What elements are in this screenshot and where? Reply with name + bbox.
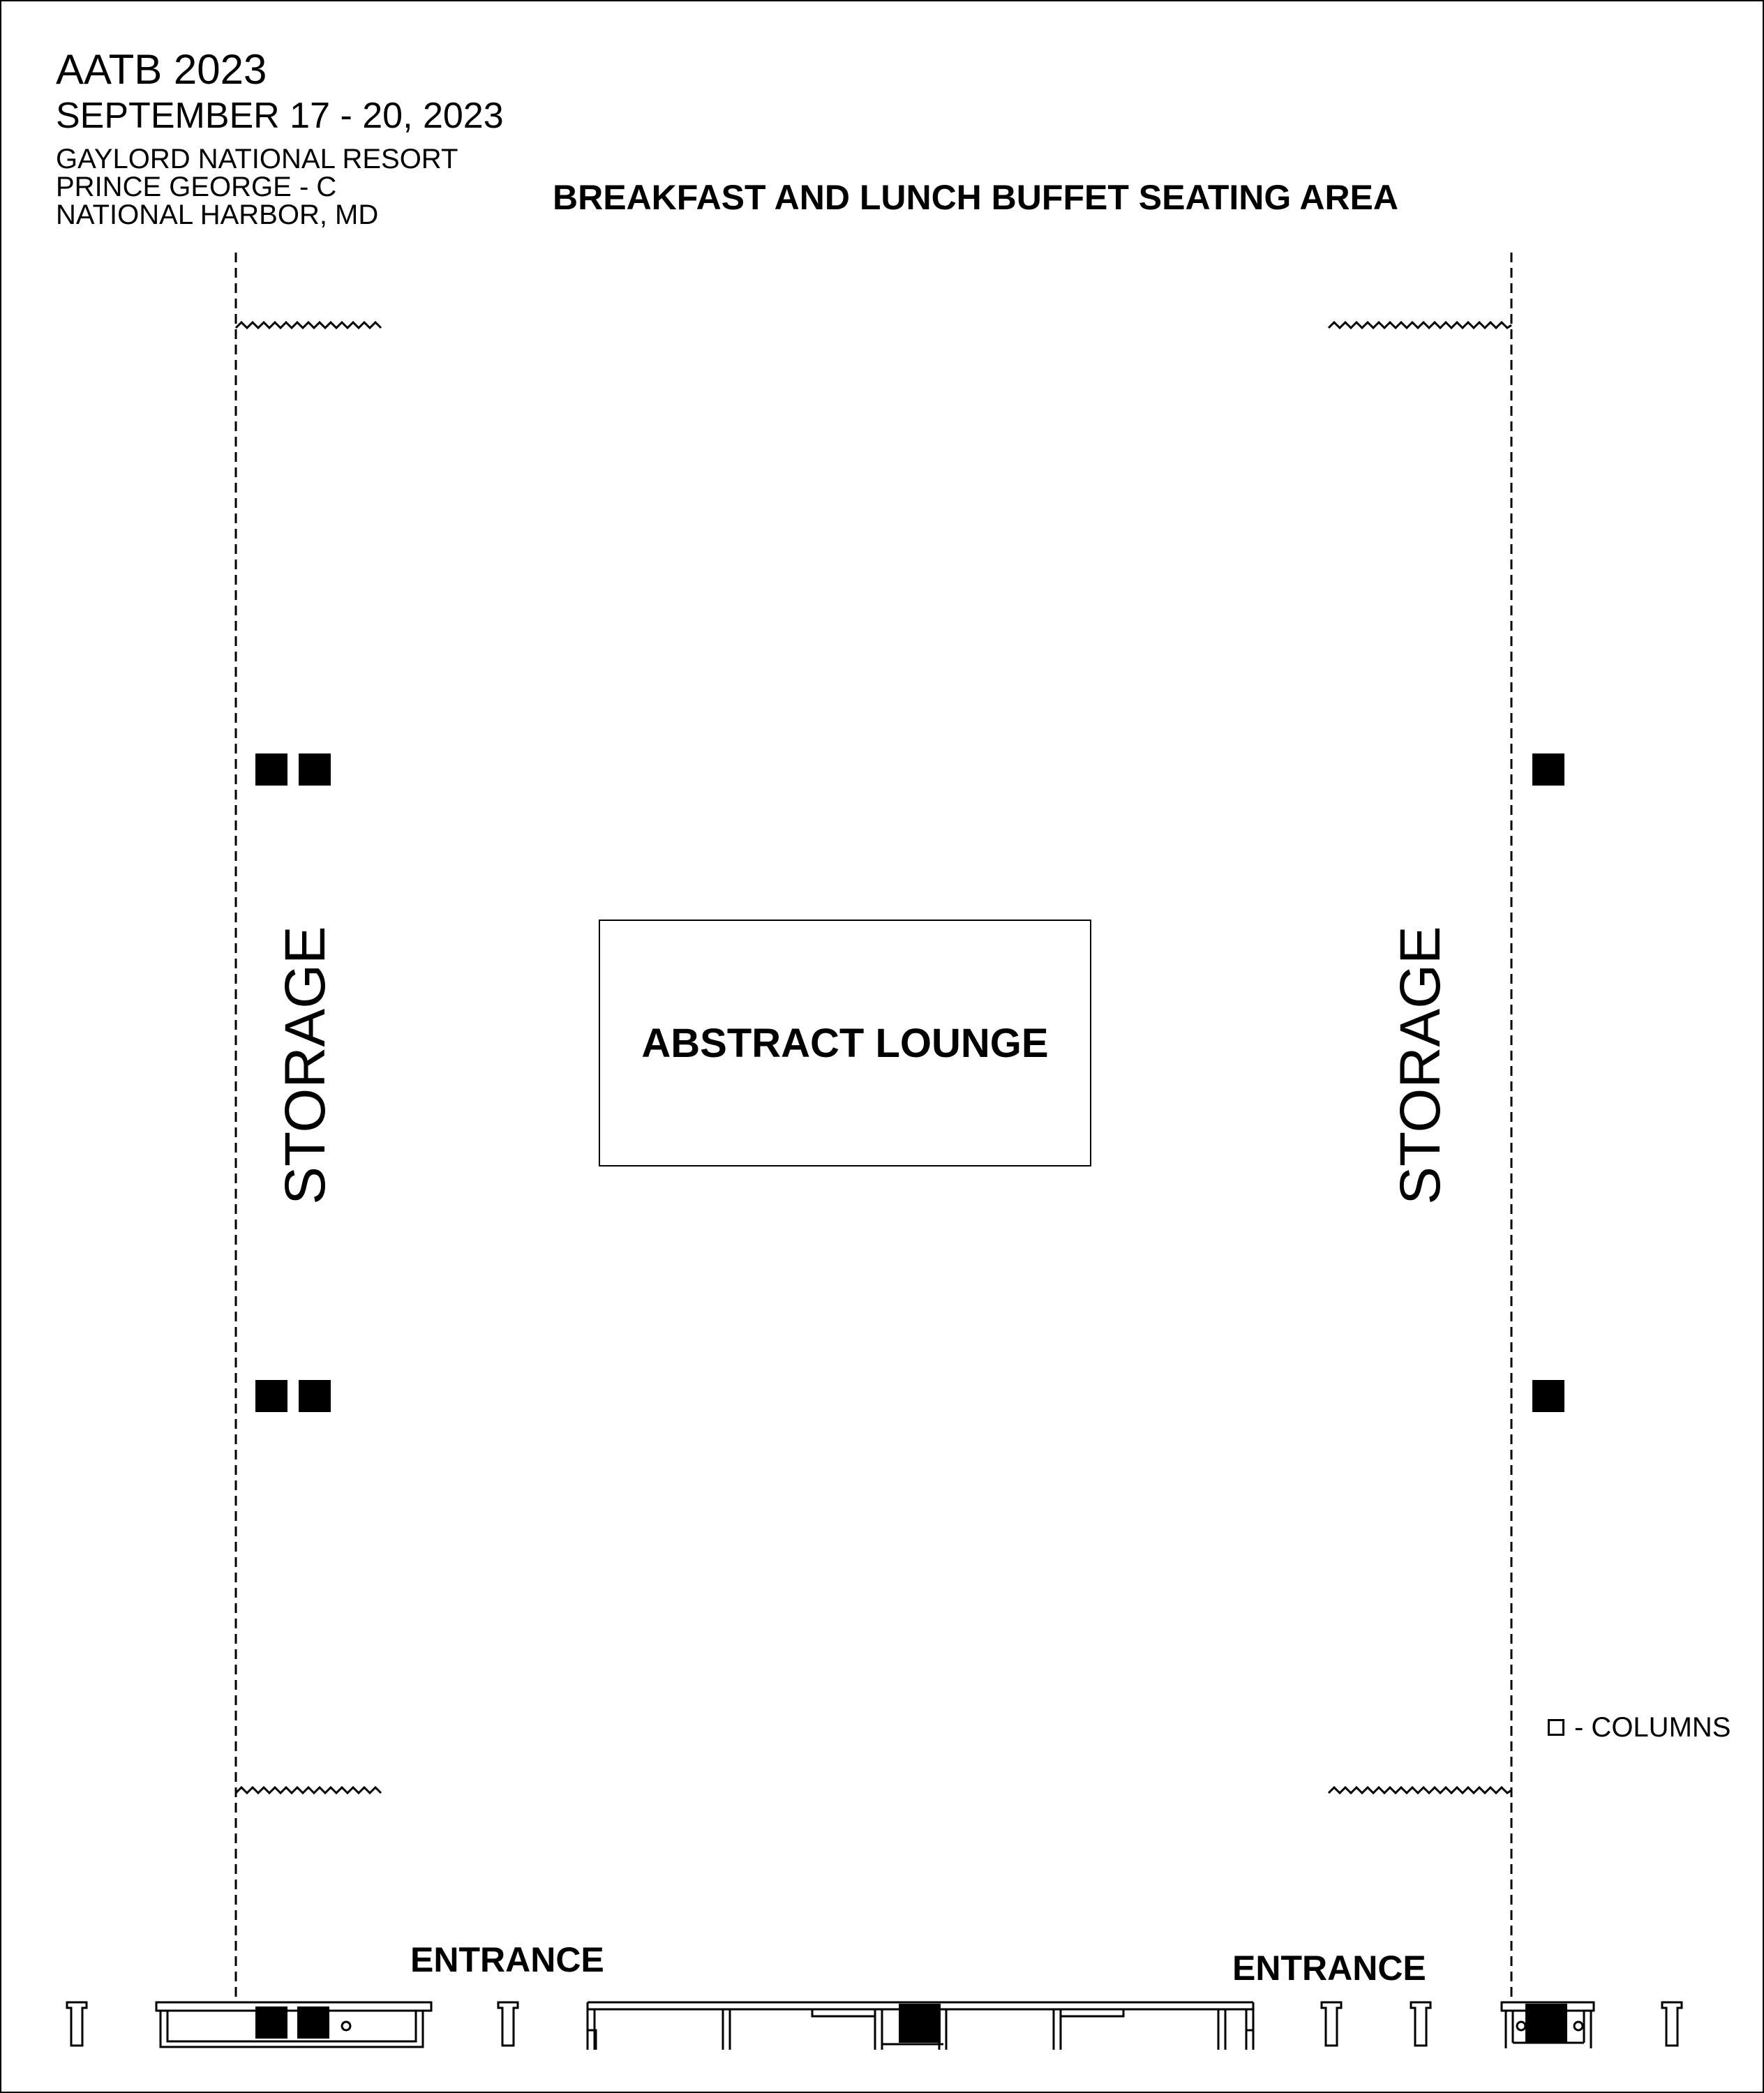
abstract-lounge-label: ABSTRACT LOUNGE [641, 1020, 1049, 1066]
venue-location: NATIONAL HARBOR, MD [56, 200, 379, 230]
break-line-bottom-left [236, 1787, 381, 1793]
column-icon [255, 2006, 287, 2039]
wall-pillar [1411, 2002, 1430, 2046]
column-icon [1532, 753, 1564, 786]
column-icon [297, 2006, 329, 2039]
event-name: AATB 2023 [56, 46, 267, 93]
wall-pillar [1662, 2002, 1682, 2046]
door-knob-icon [1574, 2022, 1583, 2030]
column-icon [1532, 1380, 1564, 1412]
legend [1548, 1713, 1731, 1741]
left-wall-segment [156, 2002, 431, 2047]
break-line-bottom-right [1329, 1787, 1511, 1793]
abstract-lounge-area [599, 920, 1091, 1166]
venue-name: GAYLORD NATIONAL RESORT [56, 144, 458, 174]
column-icon [1525, 2004, 1567, 2043]
entrance-label-right: ENTRANCE [1232, 1949, 1426, 1988]
storage-label-right: STORAGE [1389, 926, 1452, 1205]
legend-label: - COLUMNS [1574, 1712, 1731, 1743]
break-line-top-right [1329, 322, 1511, 328]
venue-room: PRINCE GEORGE - C [56, 172, 337, 202]
storage-label-left: STORAGE [274, 926, 337, 1205]
column-icon [299, 1380, 331, 1412]
column-icon [255, 753, 287, 786]
wall-pillar [67, 2002, 87, 2046]
column-icon [299, 753, 331, 786]
wall-pillar [498, 2002, 518, 2046]
door-knob-icon [1517, 2022, 1525, 2030]
column-square-icon [1548, 1719, 1564, 1736]
event-dates: SEPTEMBER 17 - 20, 2023 [56, 96, 504, 136]
door-knob-icon [342, 2022, 350, 2030]
entrance-label-left: ENTRANCE [410, 1940, 604, 1979]
wall-pillar [1322, 2002, 1341, 2046]
column-icon [255, 1380, 287, 1412]
area-title: BREAKFAST AND LUNCH BUFFET SEATING AREA [553, 178, 1399, 217]
break-line-top-left [236, 322, 381, 328]
column-icon [899, 2004, 941, 2043]
